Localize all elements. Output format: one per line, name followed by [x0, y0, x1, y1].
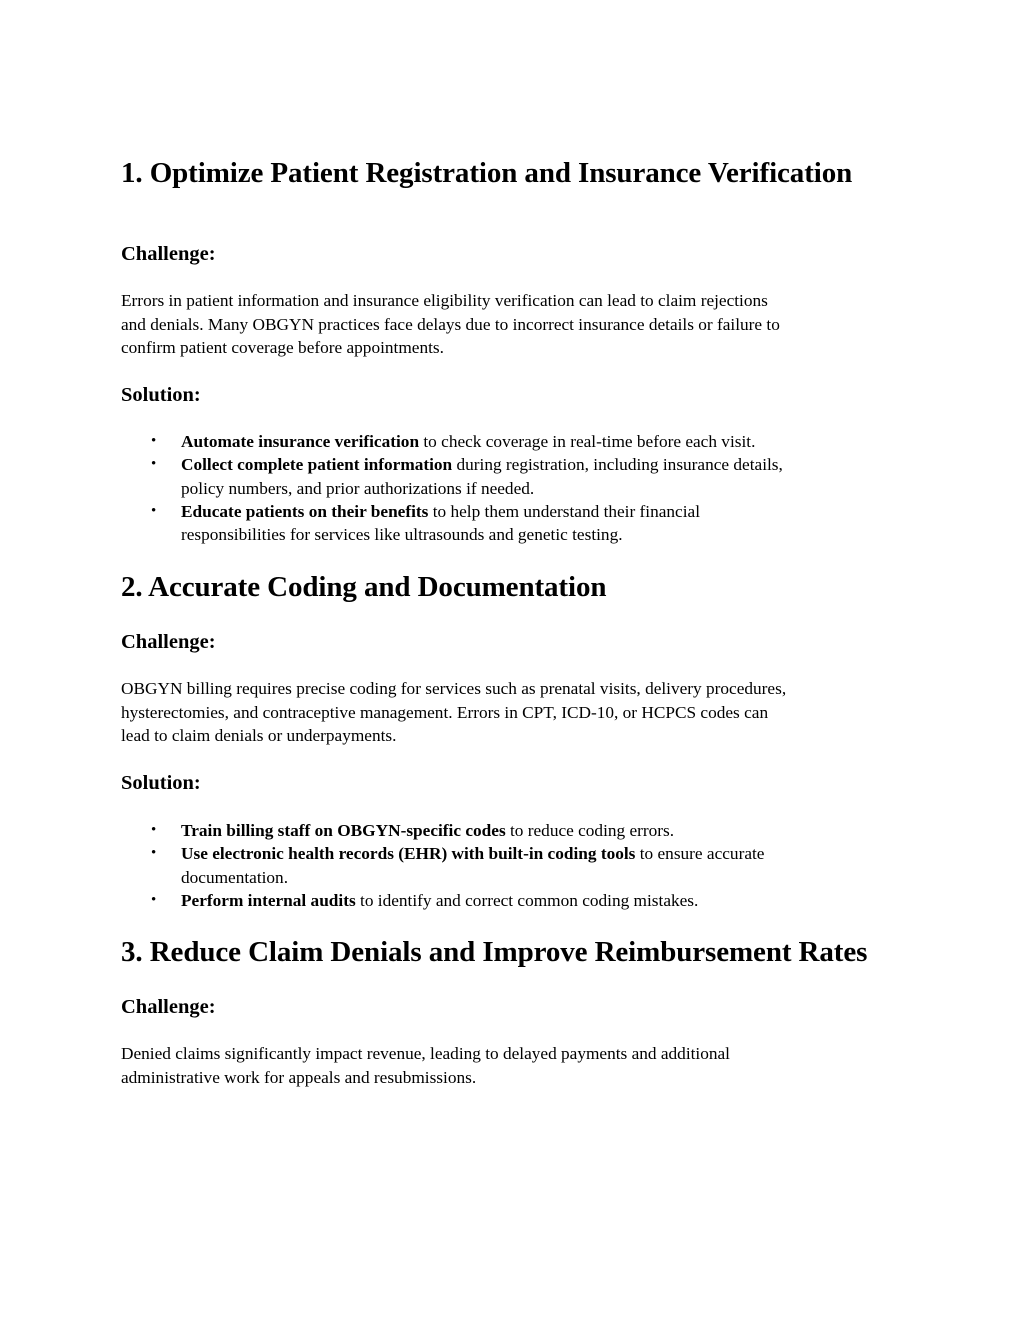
bullet-icon: •	[151, 822, 157, 838]
list-item	[121, 453, 891, 500]
section-1-challenge-line-1: Errors in patient information and insurance eligibility verification can lead to claim rejections	[121, 291, 768, 310]
section-2-solution-label: Solution:	[121, 772, 201, 794]
list-item-bold: Automate insurance verification	[181, 432, 420, 451]
section-2-solution-list	[121, 819, 911, 912]
list-item-text: during registration, including insurance details,	[452, 455, 783, 475]
section-2-challenge-text	[121, 677, 911, 748]
list-item	[121, 889, 891, 912]
list-item-text: to ensure accurate	[635, 844, 765, 864]
section-3-challenge-text	[121, 1042, 911, 1089]
bullet-icon: •	[151, 456, 157, 473]
bullet-icon: •	[151, 433, 157, 449]
list-item	[121, 819, 891, 842]
section-1-solution-label: Solution:	[121, 384, 201, 406]
list-item	[121, 842, 891, 889]
list-item-bold: Collect complete patient information	[181, 455, 453, 475]
section-2-challenge-line-2: hysterectomies, and contraceptive management. Errors in CPT, ICD-10, or HCPCS codes can	[121, 702, 769, 722]
bullet-icon: •	[151, 845, 157, 862]
list-item-bold: Perform internal audits	[181, 890, 356, 910]
list-item-continuation: policy numbers, and prior authorizations if needed.	[181, 478, 535, 498]
section-1-challenge-text	[121, 289, 911, 360]
bullet-icon: •	[151, 891, 157, 908]
section-1-challenge-line-3: confirm patient coverage before appointments.	[121, 338, 444, 357]
section-3-challenge-line-1: Denied claims significantly impact revenue, leading to delayed payments and additional	[121, 1044, 730, 1063]
list-item-continuation: documentation.	[181, 867, 289, 887]
section-1-challenge-line-2: and denials. Many OBGYN practices face delays due to incorrect insurance details or failure to	[121, 314, 780, 334]
list-item	[121, 430, 891, 453]
section-1-solution-list	[121, 430, 911, 546]
section-2-heading: 2. Accurate Coding and Documentation	[121, 571, 607, 603]
section-3-challenge-line-2: administrative work for appeals and resubmissions.	[121, 1067, 477, 1087]
list-item-bold: Educate patients on their benefits	[181, 501, 429, 521]
section-1-challenge-label: Challenge:	[121, 243, 216, 265]
section-2-challenge-line-1: OBGYN billing requires precise coding for services such as prenatal visits, delivery procedures,	[121, 679, 787, 698]
section-3-heading: 3. Reduce Claim Denials and Improve Reimbursement Rates	[121, 936, 868, 968]
section-2-challenge-label: Challenge:	[121, 631, 216, 653]
section-2-challenge-line-3: lead to claim denials or underpayments.	[121, 726, 397, 745]
bullet-icon: •	[151, 502, 157, 519]
list-item	[121, 500, 891, 547]
section-1-heading: 1. Optimize Patient Registration and Insurance Verification	[121, 157, 853, 189]
list-item-bold: Train billing staff on OBGYN-specific codes	[181, 821, 506, 840]
list-item-text: to identify and correct common coding mistakes.	[355, 890, 699, 910]
section-3-challenge-label: Challenge:	[121, 996, 216, 1018]
list-item-text: to check coverage in real-time before each visit.	[419, 432, 756, 451]
list-item-bold: Use electronic health records (EHR) with built-in coding tools	[181, 844, 636, 864]
list-item-continuation: responsibilities for services like ultrasounds and genetic testing.	[181, 525, 623, 545]
list-item-text: to help them understand their financial	[428, 501, 701, 521]
list-item-text: to reduce coding errors.	[505, 821, 675, 840]
